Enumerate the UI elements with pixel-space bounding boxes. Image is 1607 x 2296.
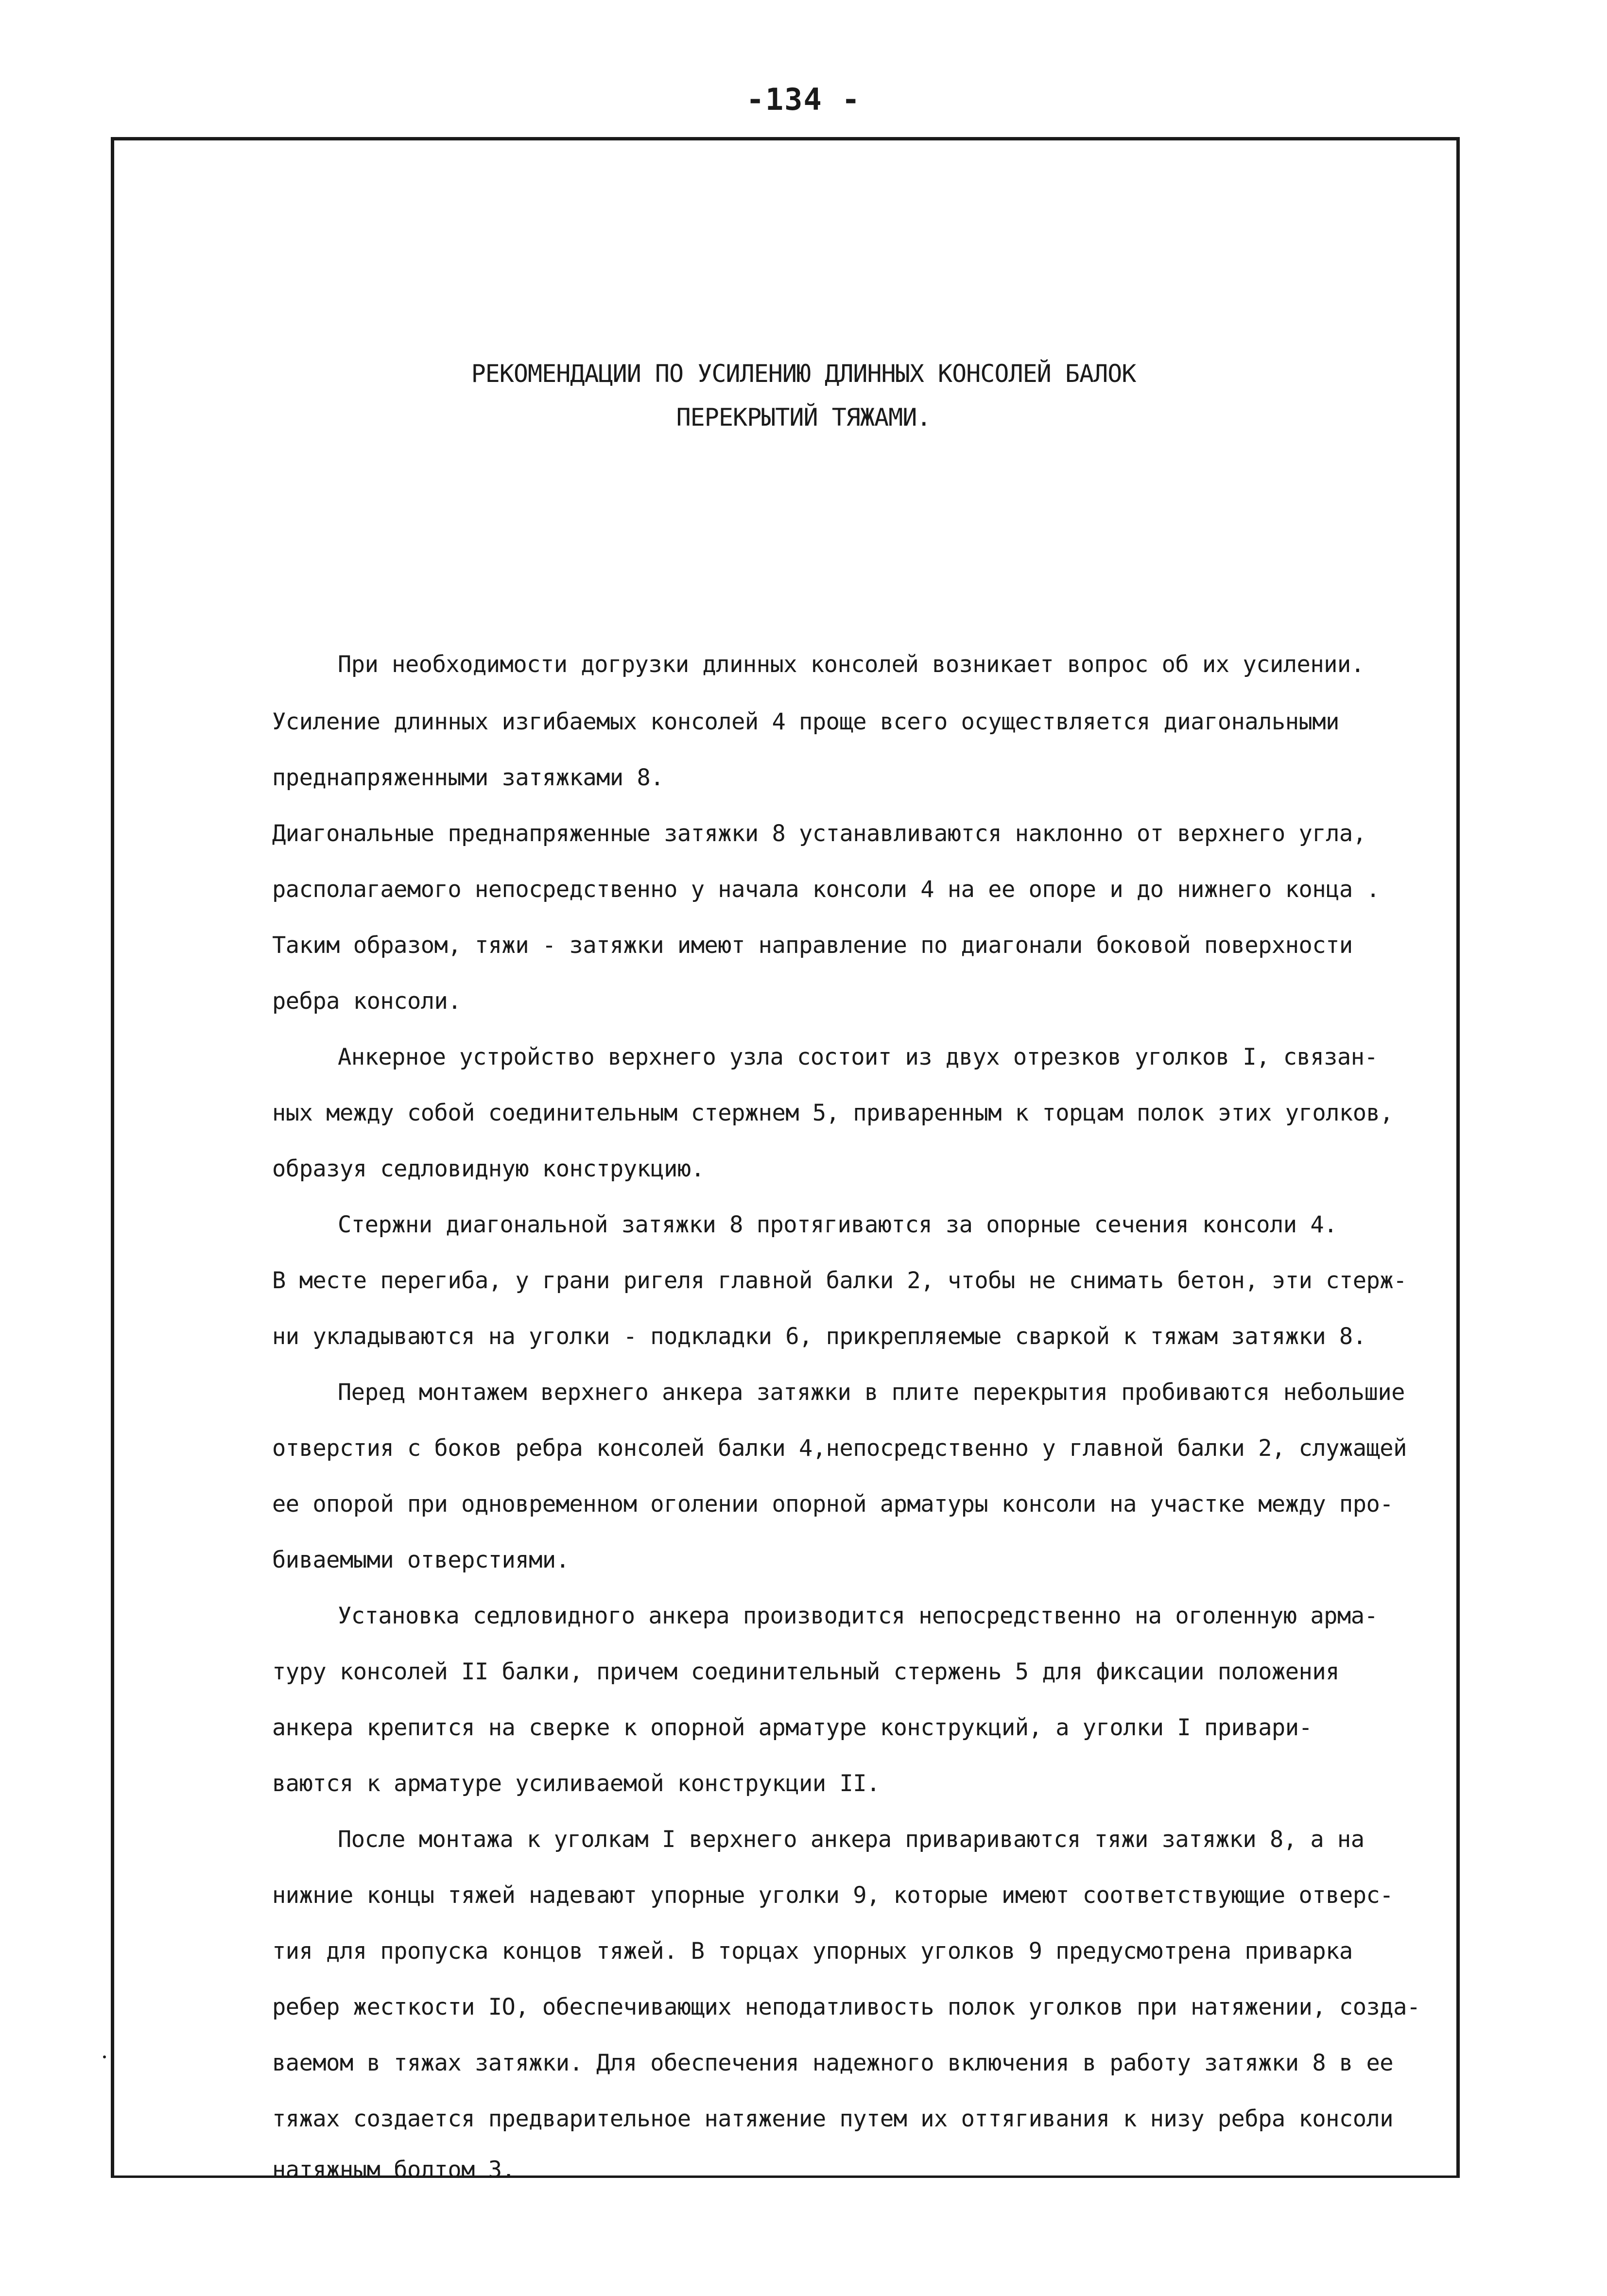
margin-mark xyxy=(103,2055,106,2058)
body-line: образуя седловидную конструкцию. xyxy=(272,1156,705,1182)
page-title-line-1: РЕКОМЕНДАЦИИ ПО УСИЛЕНИЮ ДЛИННЫХ КОНСОЛЕЙ БАЛОК xyxy=(471,360,1136,388)
body-line: располагаемого непосредственно у начала консоли 4 на ее опоре и до нижнего конца . xyxy=(272,876,1380,903)
page-number: -134 - xyxy=(746,82,861,117)
body-line: ни укладываются на уголки - подкладки 6, прикрепляемые сваркой к тяжам затяжки 8. xyxy=(272,1323,1366,1350)
body-line: ных между собой соединительным стержнем 5, приваренным к торцам полок этих уголков, xyxy=(272,1100,1394,1126)
body-line: В месте перегиба, у грани ригеля главной балки 2, чтобы не снимать бетон, эти стерж- xyxy=(272,1267,1407,1294)
body-line: ваемом в тяжах затяжки. Для обеспечения надежного включения в работу затяжки 8 в ее xyxy=(272,2050,1394,2076)
body-line: Диагональные преднапряженные затяжки 8 устанавливаются наклонно от верхнего угла, xyxy=(272,820,1366,847)
body-line: биваемыми отверстиями. xyxy=(272,1547,570,1573)
body-line: натяжным болтом 3. xyxy=(272,2157,516,2183)
body-line: нижние концы тяжей надевают упорные уголки 9, которые имеют соответствующие отверс- xyxy=(272,1882,1394,1909)
body-line: преднапряженными затяжками 8. xyxy=(272,764,664,791)
body-line: После монтажа к уголкам I верхнего анкера привариваются тяжи затяжки 8, а на xyxy=(338,1826,1365,1853)
body-line: Анкерное устройство верхнего узла состоит из двух отрезков уголков I, связан- xyxy=(338,1044,1378,1070)
body-line: Таким образом, тяжи - затяжки имеют направление по диагонали боковой поверхности xyxy=(272,932,1353,959)
body-line: тия для пропуска концов тяжей. В торцах упорных уголков 9 предусмотрена приварка xyxy=(272,1938,1353,1965)
body-line: ребра консоли. xyxy=(272,988,462,1015)
body-line: анкера крепится на сверке к опорной арматуре конструкций, а уголки I привари- xyxy=(272,1714,1313,1741)
page-title-line-2: ПЕРЕКРЫТИЙ ТЯЖАМИ. xyxy=(676,403,931,432)
body-line: Установка седловидного анкера производится непосредственно на оголенную арма- xyxy=(338,1603,1378,1629)
body-line: Стержни диагональной затяжки 8 протягиваются за опорные сечения консоли 4. xyxy=(338,1211,1337,1238)
body-line: тяжах создается предварительное натяжение путем их оттягивания к низу ребра консоли xyxy=(272,2106,1394,2132)
body-line: ее опорой при одновременном оголении опорной арматуры консоли на участке между про- xyxy=(272,1491,1394,1518)
body-line: отверстия с боков ребра консолей балки 4,непосредственно у главной балки 2, служащей xyxy=(272,1435,1407,1462)
body-line: ребер жесткости IO, обеспечивающих неподатливость полок уголков при натяжении, созда- xyxy=(272,1994,1420,2020)
body-line: При необходимости догрузки длинных консолей возникает вопрос об их усилении. xyxy=(338,651,1365,678)
body-line: туру консолей II балки, причем соединительный стержень 5 для фиксации положения xyxy=(272,1658,1339,1685)
body-line: ваются к арматуре усиливаемой конструкции II. xyxy=(272,1770,880,1797)
body-line: Усиление длинных изгибаемых консолей 4 проще всего осуществляется диагональными xyxy=(272,708,1339,735)
body-line: Перед монтажем верхнего анкера затяжки в плите перекрытия пробиваются небольшие xyxy=(338,1379,1405,1406)
